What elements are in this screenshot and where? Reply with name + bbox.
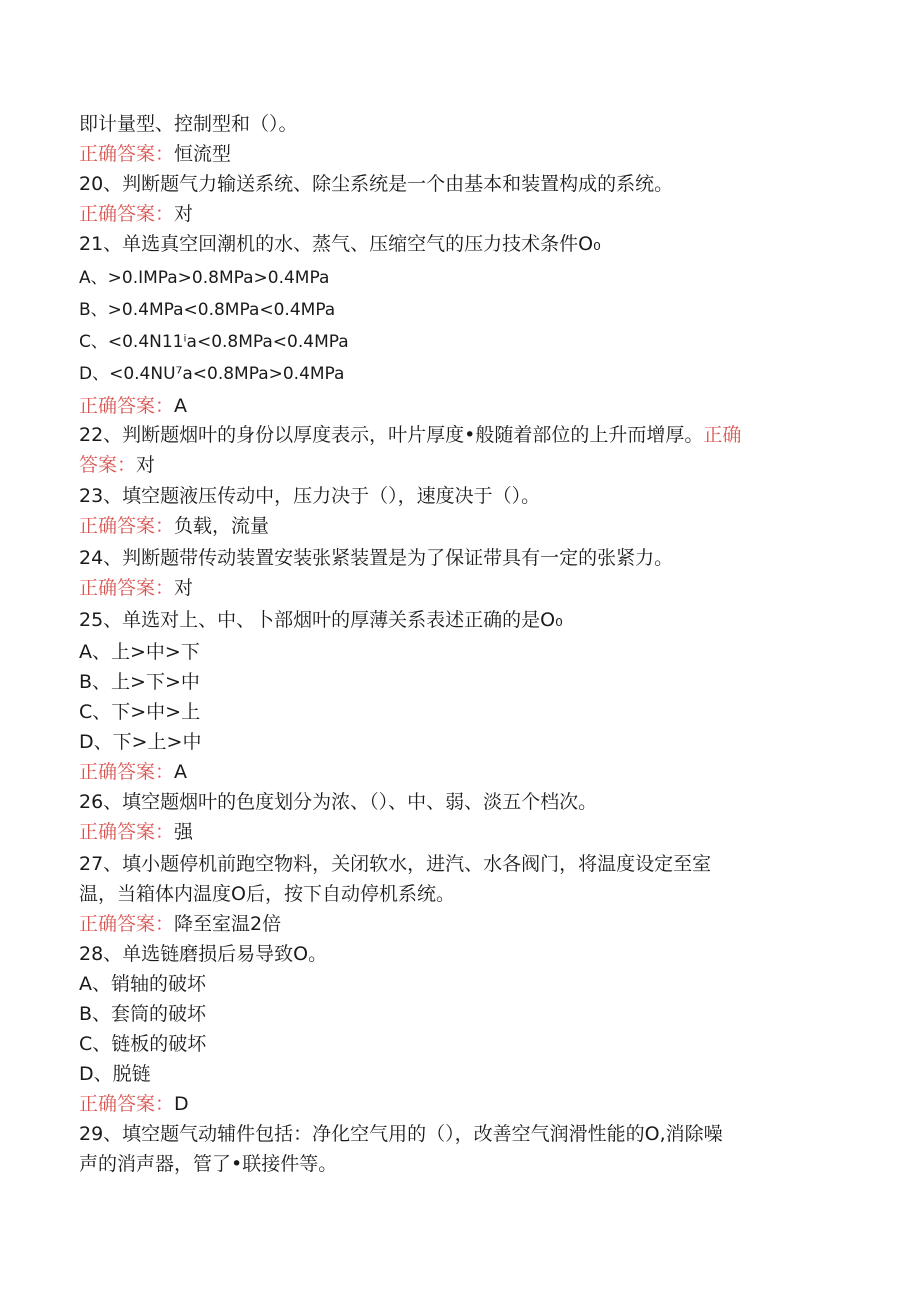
option-line: A、>0.IMPa>0.8MPa>0.4MPa [79, 268, 330, 288]
answer-line [79, 394, 187, 418]
question-line [79, 423, 741, 447]
answer-line [79, 202, 193, 226]
answer-value: 恒流型 [174, 143, 232, 165]
answer-value: 负载，流量 [174, 515, 270, 537]
question-line: D、脱链 [79, 1063, 151, 1085]
question-line: 28、单选链磨损后易导致O。 [79, 943, 328, 965]
answer-label: 正确答案： [79, 577, 175, 599]
question-line: C、下>中>上 [79, 701, 201, 723]
answer-line [79, 820, 193, 844]
answer-value: A [174, 395, 188, 417]
answer-line [79, 760, 187, 784]
question-line: 声的消声器，管了•联接件等。 [79, 1153, 338, 1175]
answer-label: 正确答案： [79, 143, 175, 165]
answer-label: 正确答案： [79, 821, 175, 843]
question-line: 24、判断题带传动装置安装张紧装置是为了保证带具有一定的张紧力。 [79, 547, 674, 569]
answer-value: 对 [174, 203, 194, 225]
question-line: 26、填空题烟叶的色度划分为浓、（）、中、弱、淡五个档次。 [79, 791, 598, 813]
question-line: 即计量型、控制型和（）。 [79, 113, 298, 135]
question-line: 29、填空题气动辅件包括：净化空气用的（），改善空气润滑性能的O,消除噪 [79, 1123, 723, 1145]
question-line: 23、填空题液压传动中，压力决于（），速度决于（）。 [79, 485, 541, 507]
answer-value: D [174, 1093, 189, 1115]
answer-label: 正确答案： [79, 1093, 175, 1115]
question-line: 21、单选真空回潮机的水、蒸气、压缩空气的压力技术条件O₀ [79, 233, 601, 255]
answer-value: 对 [174, 577, 194, 599]
answer-value: 对 [136, 454, 156, 476]
answer-value: A [174, 761, 188, 783]
question-line: D、下>上>中 [79, 731, 202, 753]
option-line: B、>0.4MPa<0.8MPa<0.4MPa [79, 300, 336, 320]
option-line: C、<0.4N11ⁱa<0.8MPa<0.4MPa [79, 332, 349, 352]
answer-value: 强 [174, 821, 194, 843]
answer-line [79, 142, 231, 166]
answer-line [79, 514, 269, 538]
answer-value: 降至室温2倍 [174, 913, 282, 935]
answer-label: 答案： [79, 454, 137, 476]
question-line: 27、填小题停机前跑空物料，关闭软水，进汽、水各阀门，将温度设定至室 [79, 853, 712, 875]
answer-line [79, 576, 193, 600]
question-line: B、套筒的破坏 [79, 1003, 207, 1025]
answer-label: 正确答案： [79, 395, 175, 417]
answer-label: 正确 [703, 424, 742, 446]
question-line: 25、单选对上、中、卜部烟叶的厚薄关系表述正确的是O₀ [79, 609, 563, 631]
answer-label: 正确答案： [79, 203, 175, 225]
answer-line [79, 912, 281, 936]
answer-line [79, 1092, 189, 1116]
question-line: B、上>下>中 [79, 671, 200, 693]
question-line: 20、判断题气力输送系统、除尘系统是一个由基本和装置构成的系统。 [79, 173, 674, 195]
answer-line [79, 453, 155, 477]
question-line: C、链板的破坏 [79, 1033, 207, 1055]
answer-label: 正确答案： [79, 761, 175, 783]
option-line: D、<0.4NU⁷a<0.8MPa>0.4MPa [79, 364, 345, 384]
question-text: 22、判断题烟叶的身份以厚度表示，叶片厚度•般随着部位的上升而增厚。 [79, 424, 704, 446]
question-line: A、上>中>下 [79, 641, 200, 663]
question-line: A、销轴的破坏 [79, 973, 206, 995]
answer-label: 正确答案： [79, 515, 175, 537]
question-line: 温，当箱体内温度O后，按下自动停机系统。 [79, 883, 455, 905]
answer-label: 正确答案： [79, 913, 175, 935]
